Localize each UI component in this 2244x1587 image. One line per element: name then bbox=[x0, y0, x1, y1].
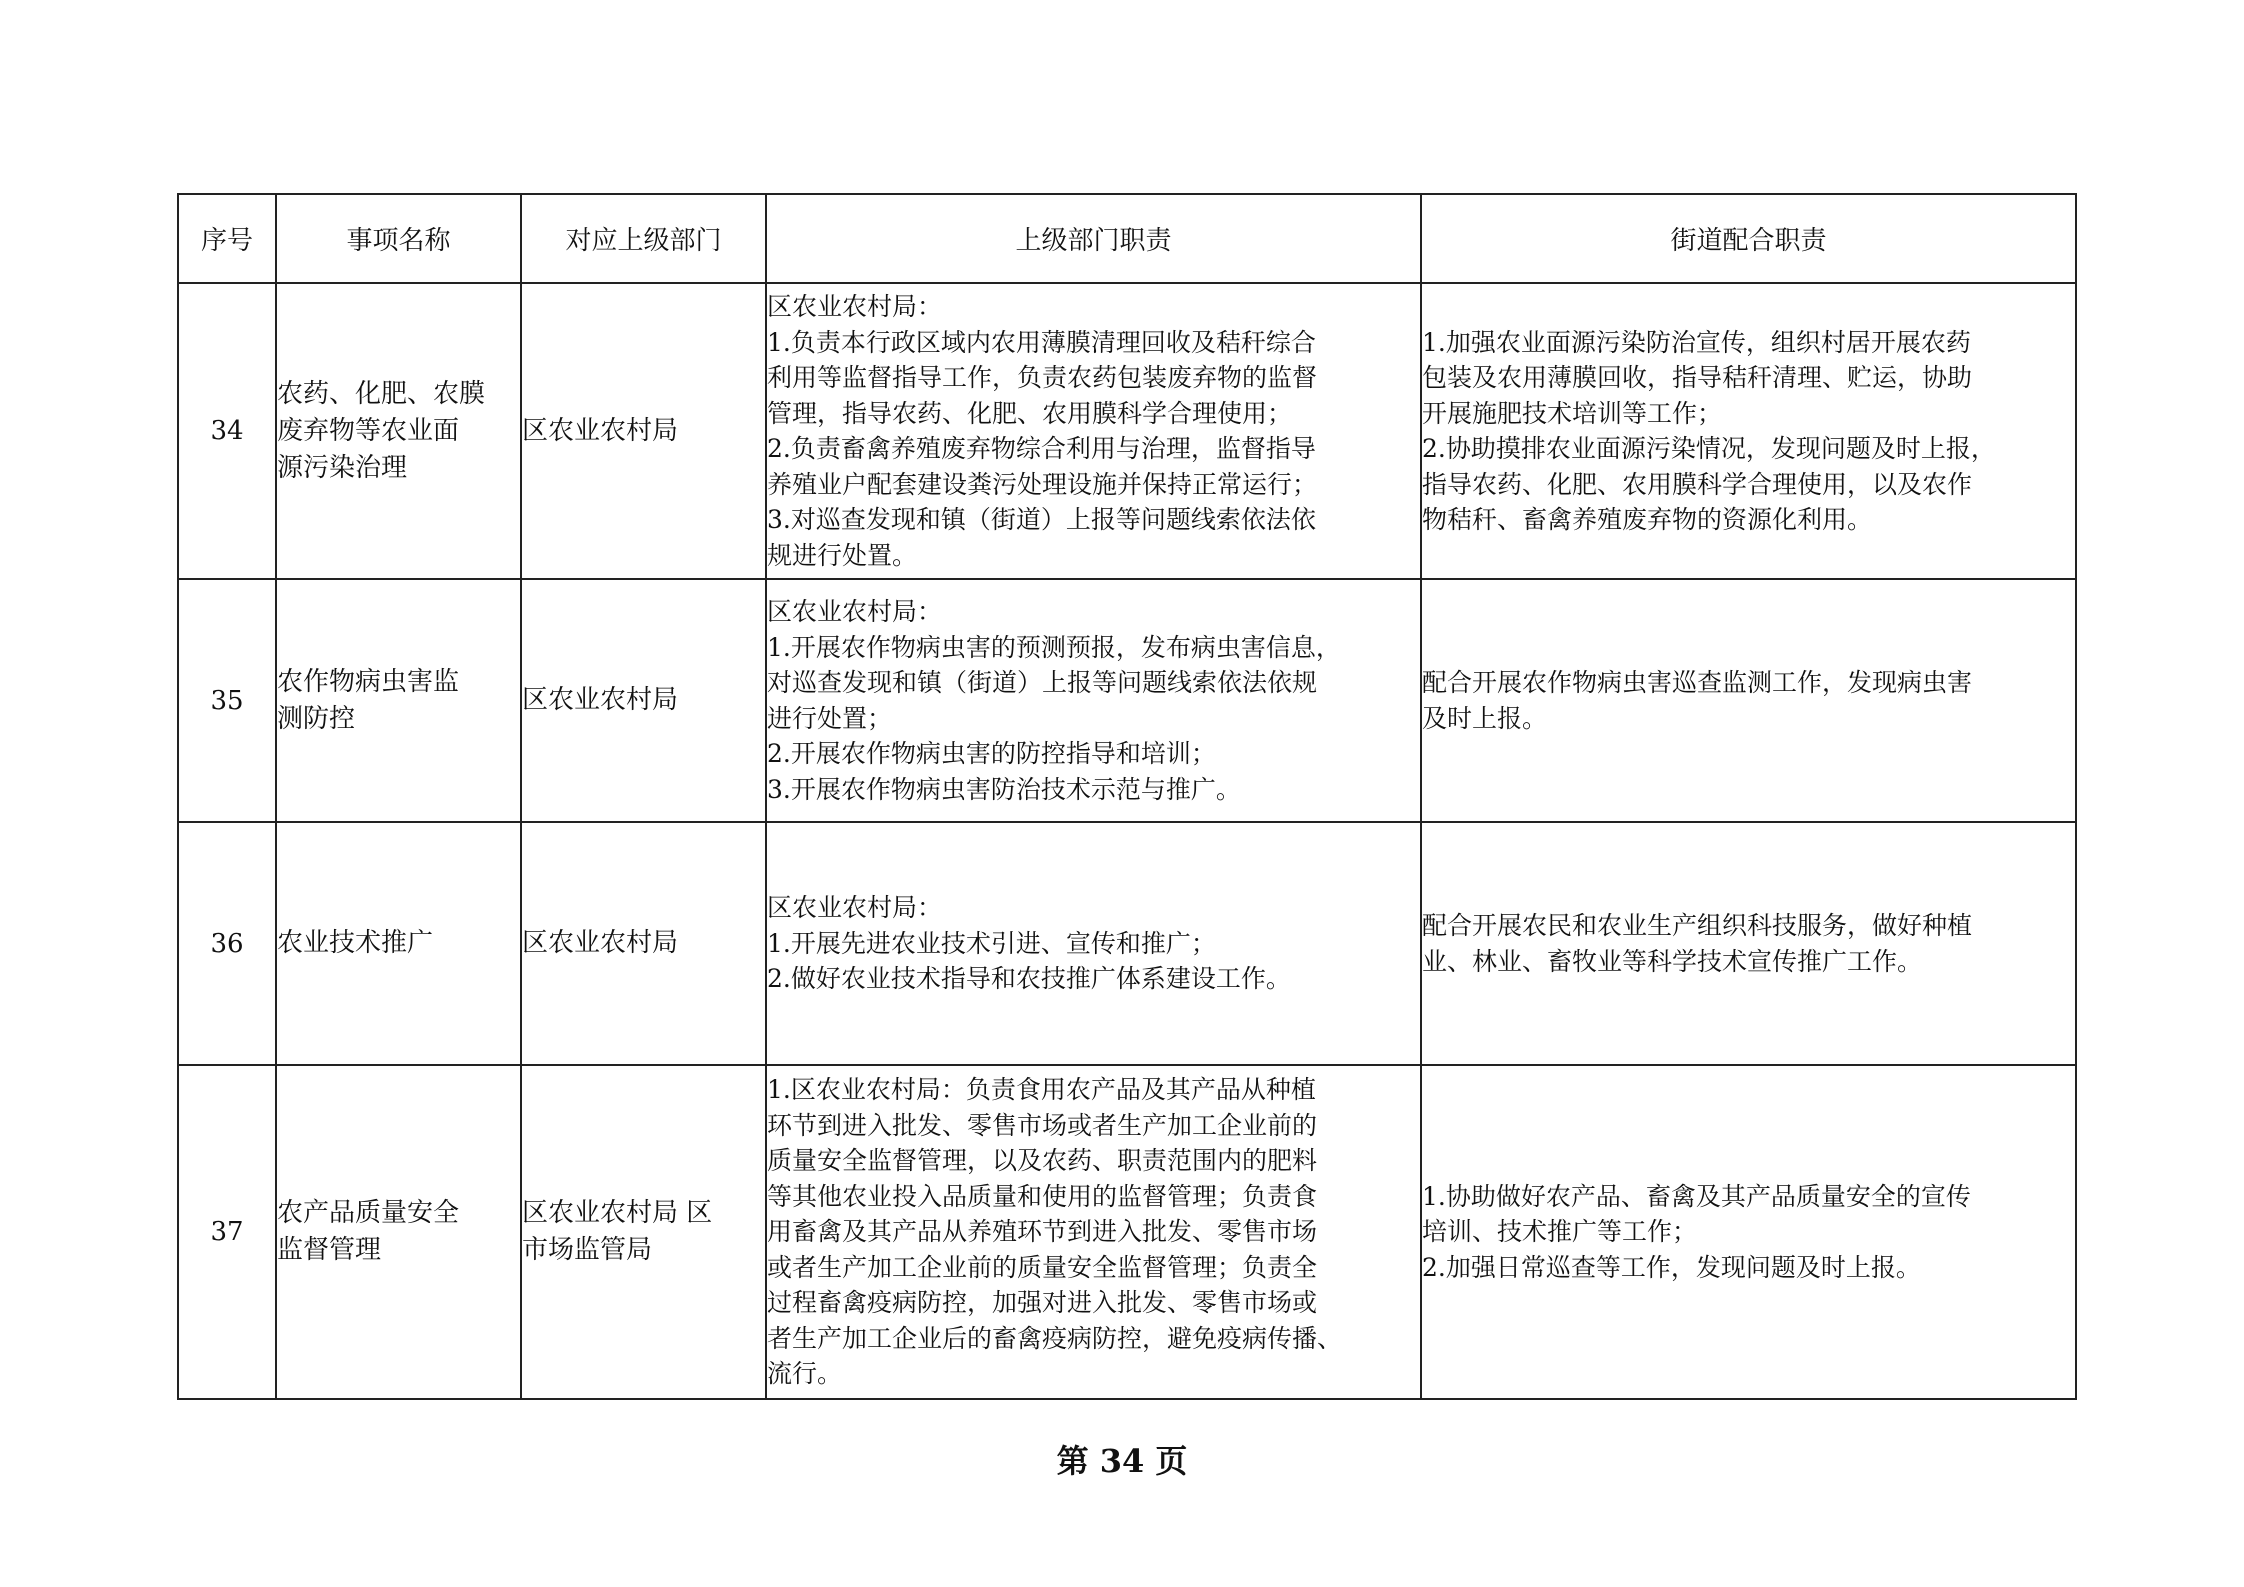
street-duty-cell-line: 1.加强农业面源污染防治宣传，组织村居开展农药 bbox=[1422, 327, 1971, 357]
superior-duty-cell-line: 者生产加工企业后的畜禽疫病防控，避免疫病传播、 bbox=[767, 1323, 1343, 1353]
street-duty-cell-line: 物秸秆、畜禽养殖废弃物的资源化利用。 bbox=[1422, 505, 1873, 534]
item-name-cell-line: 测防控 bbox=[277, 703, 356, 734]
item-name-cell bbox=[276, 822, 521, 1065]
item-name-cell-line: 农作物病虫害监 bbox=[277, 666, 460, 697]
superior-duty-cell-line: 利用等监督指导工作，负责农药包装废弃物的监督 bbox=[767, 363, 1318, 392]
header-serial: 序号 bbox=[178, 194, 276, 283]
superior-duty-cell bbox=[766, 822, 1421, 1065]
superior-duty-cell-line: 1.区农业农村局：负责食用农产品及其产品从种植 bbox=[767, 1075, 1316, 1105]
street-duty-cell-line: 开展施肥技术培训等工作； bbox=[1422, 398, 1723, 428]
superior-duty-cell bbox=[766, 1065, 1421, 1399]
street-duty-cell-line: 配合开展农作物病虫害巡查监测工作，发现病虫害 bbox=[1422, 668, 1973, 697]
table-row bbox=[178, 1065, 2076, 1399]
table-header-row bbox=[178, 194, 2076, 283]
table-row bbox=[178, 822, 2076, 1065]
item-name-cell-line: 废弃物等农业面 bbox=[277, 415, 460, 446]
street-duty-cell-line: 业、林业、畜牧业等科学技术宣传推广工作。 bbox=[1422, 946, 1923, 976]
street-duty-cell-line: 指导农药、化肥、农用膜科学合理使用，以及农作 bbox=[1422, 469, 1973, 499]
header-street-duty: 街道配合职责 bbox=[1421, 194, 2076, 283]
superior-duty-cell bbox=[766, 283, 1421, 579]
serial-cell: 35 bbox=[178, 579, 276, 822]
superior-duty-cell-line: 质量安全监督管理，以及农药、职责范围内的肥料 bbox=[767, 1146, 1318, 1176]
item-name-cell bbox=[276, 283, 521, 579]
street-duty-cell bbox=[1421, 579, 2076, 822]
superior-dept-cell-line: 区农业农村局 bbox=[522, 685, 679, 715]
superior-duty-cell-line: 区农业农村局： bbox=[767, 292, 943, 321]
superior-dept-cell bbox=[521, 822, 766, 1065]
street-duty-cell-line: 及时上报。 bbox=[1422, 703, 1548, 733]
street-duty-cell-line: 包装及农用薄膜回收，指导秸秆清理、贮运，协助 bbox=[1422, 363, 1973, 392]
header-item-name: 事项名称 bbox=[276, 194, 521, 283]
header-superior-dept: 对应上级部门 bbox=[521, 194, 766, 283]
superior-duty-cell-line: 流行。 bbox=[767, 1359, 843, 1389]
superior-duty-cell-line: 3.开展农作物病虫害防治技术示范与推广。 bbox=[767, 774, 1241, 804]
superior-duty-cell-line: 进行处置； bbox=[767, 703, 893, 733]
item-name-cell-line: 农产品质量安全 bbox=[277, 1198, 460, 1228]
superior-duty-cell-line: 环节到进入批发、零售市场或者生产加工企业前的 bbox=[767, 1110, 1318, 1140]
serial-cell: 37 bbox=[178, 1065, 276, 1399]
item-name-cell-line: 农药、化肥、农膜 bbox=[277, 378, 486, 409]
superior-duty-cell-line: 3.对巡查发现和镇（街道）上报等问题线索依法依 bbox=[767, 505, 1316, 534]
duty-table bbox=[177, 193, 2077, 1400]
superior-duty-cell-line: 过程畜禽疫病防控，加强对进入批发、零售市场或 bbox=[767, 1288, 1318, 1318]
page-number: 第 34 页 bbox=[1056, 1442, 1188, 1480]
superior-duty-cell-line: 对巡查发现和镇（街道）上报等问题线索依法依规 bbox=[767, 668, 1318, 697]
street-duty-cell-line: 2.协助摸排农业面源污染情况，发现问题及时上报， bbox=[1422, 434, 1996, 463]
superior-dept-cell bbox=[521, 1065, 766, 1399]
item-name-cell bbox=[276, 579, 521, 822]
superior-dept-cell bbox=[521, 283, 766, 579]
superior-duty-cell-line: 规进行处置。 bbox=[767, 540, 918, 570]
superior-duty-cell-line: 1.开展先进农业技术引进、宣传和推广； bbox=[767, 928, 1216, 958]
table-row bbox=[178, 579, 2076, 822]
street-duty-cell bbox=[1421, 283, 2076, 579]
superior-duty-cell-line: 养殖业户配套建设粪污处理设施并保持正常运行； bbox=[767, 469, 1318, 499]
superior-duty-cell-line: 区农业农村局： bbox=[767, 597, 943, 626]
street-duty-cell bbox=[1421, 822, 2076, 1065]
superior-duty-cell-line: 等其他农业投入品质量和使用的监督管理；负责食 bbox=[767, 1181, 1318, 1211]
superior-duty-cell-line: 用畜禽及其产品从养殖环节到进入批发、零售市场 bbox=[767, 1217, 1318, 1247]
superior-duty-cell-line: 2.开展农作物病虫害的防控指导和培训； bbox=[767, 739, 1216, 768]
superior-duty-cell-line: 1.开展农作物病虫害的预测预报，发布病虫害信息， bbox=[767, 632, 1341, 662]
header-superior-duty: 上级部门职责 bbox=[766, 194, 1421, 283]
street-duty-cell-line: 培训、技术推广等工作； bbox=[1422, 1217, 1698, 1247]
street-duty-cell-line: 2.加强日常巡查等工作，发现问题及时上报。 bbox=[1422, 1252, 1921, 1282]
street-duty-cell bbox=[1421, 1065, 2076, 1399]
serial-cell: 36 bbox=[178, 822, 276, 1065]
superior-duty-cell-line: 1.负责本行政区域内农用薄膜清理回收及秸秆综合 bbox=[767, 327, 1316, 357]
superior-duty-cell-line: 或者生产加工企业前的质量安全监督管理；负责全 bbox=[767, 1252, 1318, 1282]
item-name-cell-line: 源污染治理 bbox=[277, 452, 408, 483]
serial-cell: 34 bbox=[178, 283, 276, 579]
superior-dept-cell-line: 市场监管局 bbox=[522, 1235, 653, 1265]
item-name-cell bbox=[276, 1065, 521, 1399]
superior-duty-cell-line: 2.负责畜禽养殖废弃物综合利用与治理，监督指导 bbox=[767, 434, 1316, 463]
table-row bbox=[178, 283, 2076, 579]
superior-duty-cell-line: 区农业农村局： bbox=[767, 893, 943, 923]
superior-dept-cell-line: 区农业农村局 bbox=[522, 928, 679, 958]
superior-duty-cell-line: 管理，指导农药、化肥、农用膜科学合理使用； bbox=[767, 398, 1293, 428]
superior-dept-cell-line: 区农业农村局 bbox=[522, 415, 679, 446]
superior-duty-cell-line: 2.做好农业技术指导和农技推广体系建设工作。 bbox=[767, 964, 1291, 994]
item-name-cell-line: 监督管理 bbox=[277, 1235, 382, 1265]
item-name-cell-line: 农业技术推广 bbox=[277, 928, 434, 958]
street-duty-cell-line: 配合开展农民和农业生产组织科技服务，做好种植 bbox=[1422, 911, 1973, 940]
superior-duty-cell bbox=[766, 579, 1421, 822]
street-duty-cell-line: 1.协助做好农产品、畜禽及其产品质量安全的宣传 bbox=[1422, 1181, 1971, 1211]
superior-dept-cell-line: 区农业农村局 区 bbox=[522, 1198, 713, 1228]
superior-dept-cell bbox=[521, 579, 766, 822]
